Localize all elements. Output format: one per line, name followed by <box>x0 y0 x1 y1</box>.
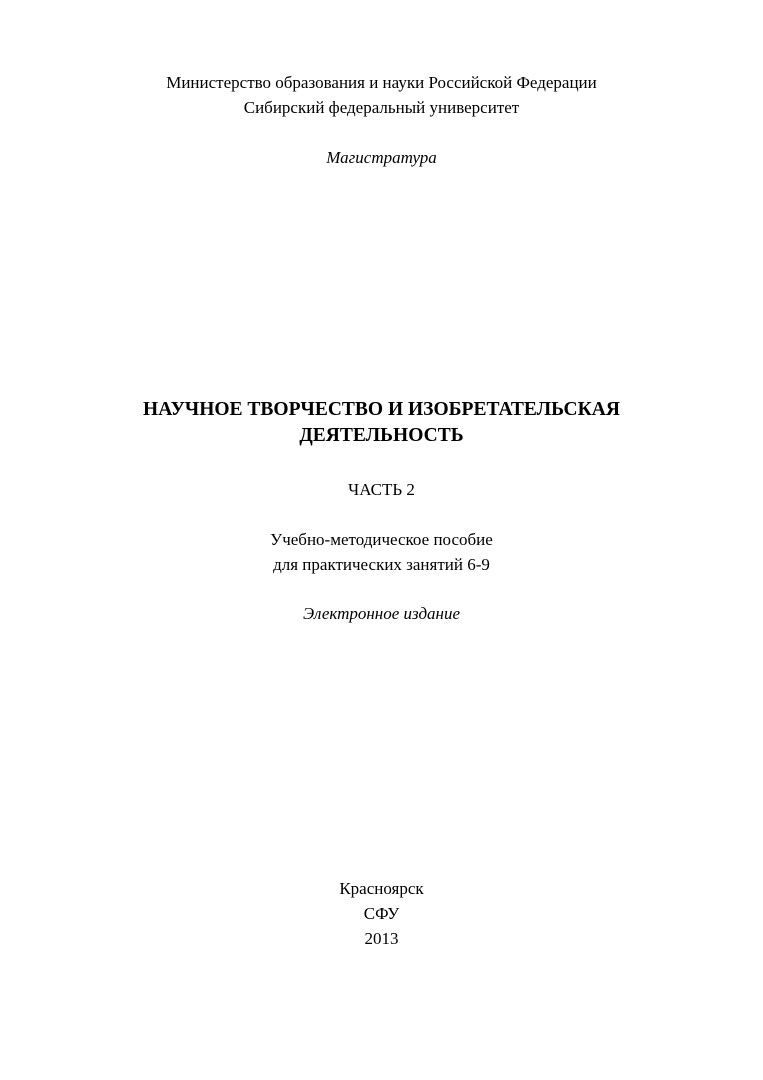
imprint-publisher: СФУ <box>363 904 400 923</box>
publication-type: Учебно-методическое пособие <box>270 530 493 549</box>
edition-label: Электронное издание <box>302 604 461 623</box>
university-name: Сибирский федеральный университет <box>243 98 520 117</box>
imprint-city: Красноярск <box>339 879 424 898</box>
part-label: ЧАСТЬ 2 <box>348 480 415 499</box>
document-title-line1: НАУЧНОЕ ТВОРЧЕСТВО И ИЗОБРЕТАТЕЛЬСКАЯ <box>143 399 620 420</box>
imprint-year: 2013 <box>364 929 399 948</box>
ministry-name: Министерство образования и науки Российской Федерации <box>166 73 597 92</box>
publication-purpose: для практических занятий 6-9 <box>273 555 490 574</box>
program-label: Магистратура <box>326 148 437 167</box>
document-title-line2: ДЕЯТЕЛЬНОСТЬ <box>299 425 464 446</box>
